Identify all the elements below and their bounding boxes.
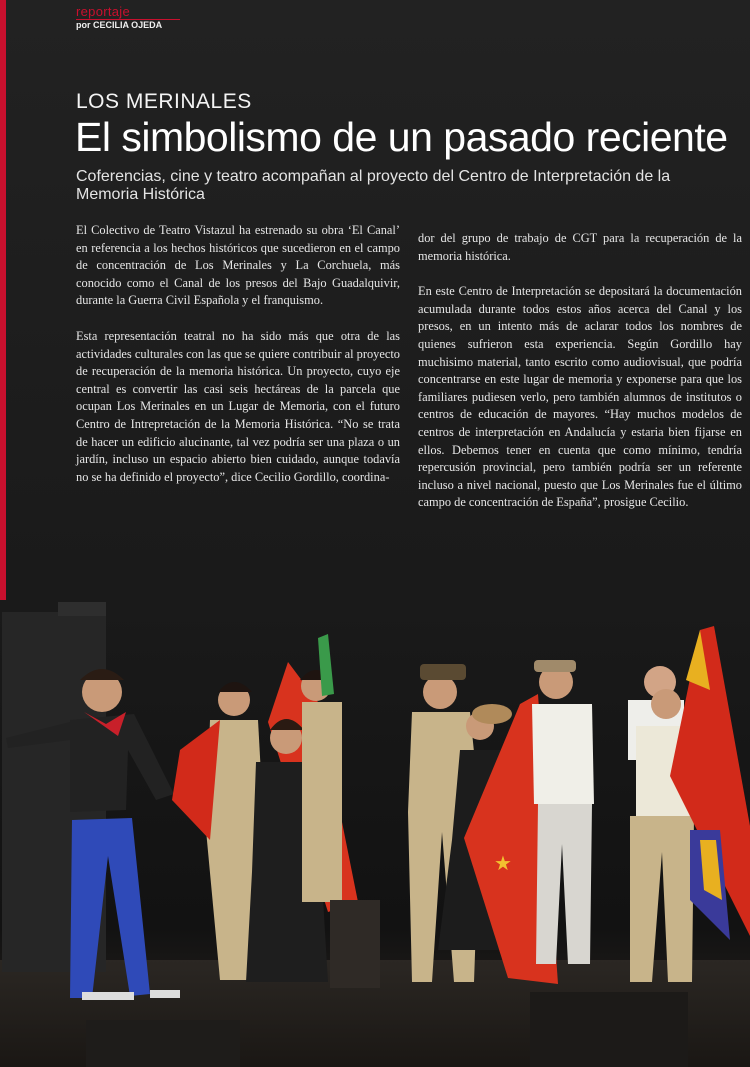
stage-photo-illustration	[0, 600, 750, 1067]
section-label: reportaje	[76, 4, 131, 19]
headline: El simbolismo de un pasado reciente	[75, 114, 728, 160]
star-icon: ★	[494, 851, 512, 875]
kicker: LOS MERINALES	[76, 90, 252, 113]
paragraph: Esta representación teatral no ha sido más que otra de las actividades culturales con las que se quiere contribuir al proyecto de recuperación de la memoria histórica. Un proyecto, cuyo eje central es convertir las casi seis hectáreas de la parcela que ocupan Los Merinales en un Lugar de Memoria, con el futuro Centro de Intrepretación de la Memoria Histórica. “No se trata de hacer un edificio alucinante, tal vez podría ser una plaza o un jardín, incluso un espacio abierto bien cuidado, aunque todavía no se ha definido el proyecto”, dice Cecilio Gordillo, coordina-	[76, 328, 400, 484]
stage-photo	[0, 600, 750, 1067]
paragraph: En este Centro de Interpretación se depositará la documentación acumulada durante todos estos años acerca del Canal y los presos, en un intento más de aclarar todos los nombres de quienes sufrieron esta experiencia. Según Gordillo hay muchisimo material, tanto escrito como audiovisual, que podría concentrarse en este lugar de memoria y exponerse para que los familiares pudiesen verlo, pero también alumnos de institutos o centros de educación de mayores. “Hay muchos modelos de centros de interpretación en Andalucía y estaria bien fijarse en ellos. Debemos tener en cuenta que como mínimo, tendría repercusión provincial, pero también podría ser un referente incluso a nivel nacional, puesto que Los Merinales fue el último campo de concentración de España”, prosigue Cecilio.	[418, 284, 742, 510]
paragraph: dor del grupo de trabajo de CGT para la recuperación de la memoria histórica.	[418, 231, 742, 263]
paragraph: El Colectivo de Teatro Vistazul ha estrenado su obra ‘El Canal’ en referencia a los hechos históricos que sucedieron en el campo de concentración de Los Merinales y La Corchuela, más conocido como el Canal de los presos del Bajo Guadalquivir, durante la Guerra Civil Española y el franquismo.	[76, 223, 400, 308]
column-right	[418, 230, 742, 530]
deck: Coferencias, cine y teatro acompañan al proyecto del Centro de Interpretación de la Memoria Histórica	[76, 168, 671, 203]
column-left	[76, 222, 400, 504]
byline: por CECILIA OJEDA	[76, 20, 163, 30]
